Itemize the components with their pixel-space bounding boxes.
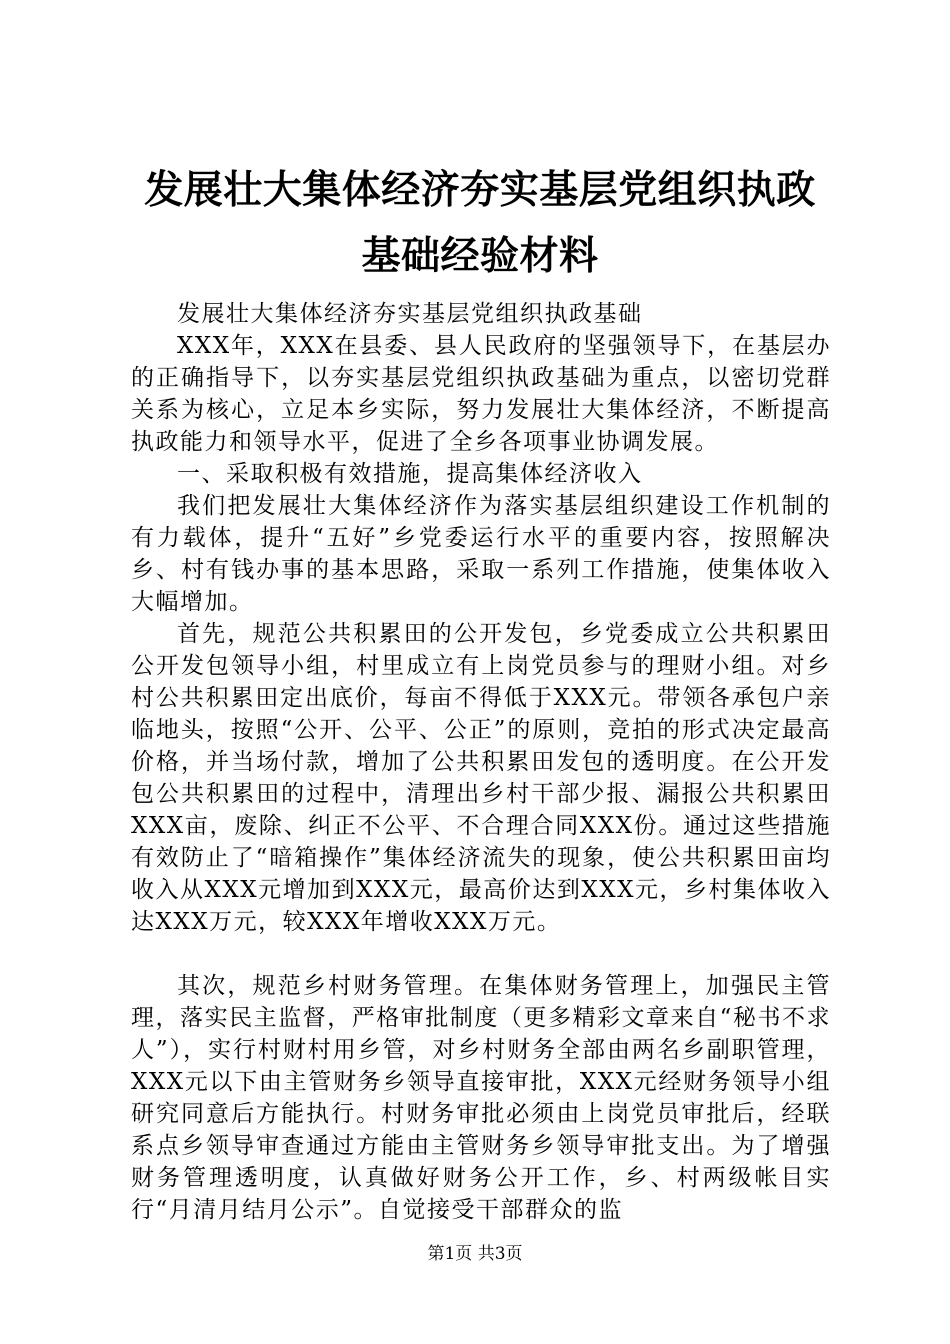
page-number-footer: 第1页 共3页 <box>427 1244 523 1264</box>
document-body <box>131 298 831 1226</box>
intro-paragraph: XXX年，XXX在县委、县人民政府的坚强领导下，在基层办的正确指导下，以夯实基层党组织执政基础为重点，以密切党群关系为核心，立足本乡实际，努力发展壮大集体经济，不断提高执政能力和领导水平，促进了全乡各项事业协调发展。 <box>131 333 831 455</box>
body-paragraph: 首先，规范公共积累田的公开发包，乡党委成立公共积累田公开发包领导小组，村里成立有上岗党员参与的理财小组。对乡村公共积累田定出底价，每亩不得低于XXX元。带领各承包户亲临地头，按照“公开、公平、公正”的原则，竞拍的形式决定最高价格，并当场付款，增加了公共积累田发包的透明度。在公开发包公共积累田的过程中，清理出乡村干部少报、漏报公共积累田XXX亩，废除、纠正不公平、不合理合同XXX份。通过这些措施有效防止了“暗箱操作”集体经济流失的现象，使公共积累田亩均收入从XXX元增加到XXX元，最高价达到XXX元，乡村集体收入达XXX万元，较XXX年增收XXX万元。 <box>131 621 831 935</box>
subtitle-paragraph: 发展壮大集体经济夯实基层党组织执政基础 <box>177 301 643 327</box>
section-heading: 一、采取积极有效措施，提高集体经济收入 <box>177 461 643 487</box>
body-paragraph: 我们把发展壮大集体经济作为落实基层组织建设工作机制的有力载体，提升“五好”乡党委运行水平的重要内容，按照解决乡、村有钱办事的基本思路，采取一系列工作措施，使集体收入大幅增加。 <box>131 493 831 615</box>
body-paragraph: 其次，规范乡村财务管理。在集体财务管理上，加强民主管理，落实民主监督，严格审批制度（更多精彩文章来自“秘书不求人”），实行村财村用乡管，对乡村财务全部由两名乡副职管理，XXX元以下由主管财务乡领导直接审批，XXX元经财务领导小组研究同意后方能执行。村财务审批必须由上岗党员审批后，经联系点乡领导审查通过方能由主管财务乡领导审批支出。为了增强财务管理透明度，认真做好财务公开工作，乡、村两级帐目实行“月清月结月公示”。自觉接受干部群众的监 <box>131 973 831 1223</box>
document-title: 发展壮大集体经济夯实基层党组织执政基础经验材料 <box>144 168 816 279</box>
